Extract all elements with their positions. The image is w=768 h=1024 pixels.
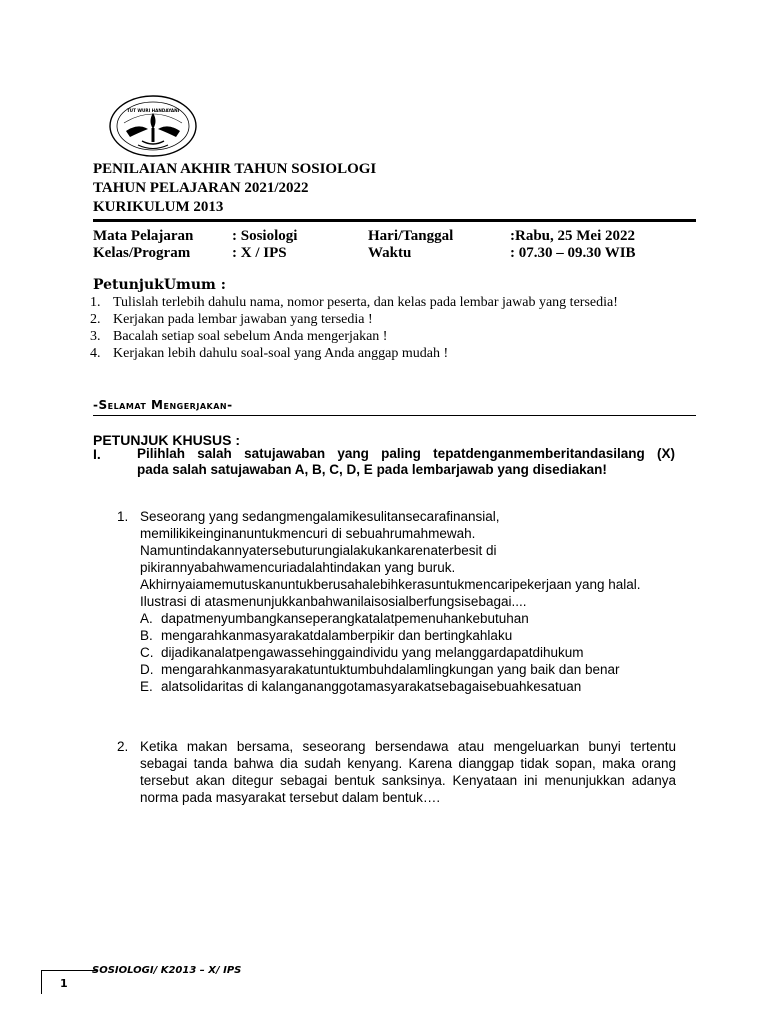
list-item (90, 328, 676, 345)
answer-option-a: A. dapatmenyumbangkanseperangkatalatpemenuhankebutuhan (140, 611, 529, 626)
good-luck-banner: -Selamat Mengerjakan- (93, 398, 233, 412)
list-item (90, 294, 676, 311)
list-item (90, 345, 676, 362)
time-value: : 07.30 – 09.30 WIB (510, 245, 636, 261)
special-instructions-text (137, 446, 675, 478)
page-number: 1 (60, 977, 68, 990)
header-divider (93, 219, 696, 222)
answer-option-c: C. dijadikanalatpengawassehinggaindividu yang melanggardapatdihukum (140, 645, 584, 660)
date-label: Hari/Tanggal (368, 228, 454, 244)
general-instructions-list (90, 294, 676, 362)
special-instructions-line-1: Pilihlah salah satujawaban yang paling tepatdenganmemberitandasilang (X) (137, 446, 675, 461)
general-instructions-heading: PetunjukUmum : (93, 277, 226, 293)
list-item-text: Bacalah setiap soal sebelum Anda mengerjakan ! (113, 329, 388, 344)
answer-option-b: B. mengarahkanmasyarakatdalamberpikir dan bertingkahlaku (140, 628, 513, 643)
class-value: : X / IPS (232, 245, 287, 261)
answer-option-e: E. alatsolidaritas di kalangananggotamasyarakatsebagaisebuahkesatuan (140, 679, 582, 694)
class-label: Kelas/Program (93, 245, 191, 261)
footer-page-box-top (41, 970, 97, 971)
question-line: memilikikeinginanuntukmencuri di sebuahrumahmewah. (140, 526, 476, 541)
title-line-2: TAHUN PELAJARAN 2021/2022 (93, 180, 309, 196)
section-divider (93, 415, 696, 416)
question-line: Namuntindakannyatersebuturungialakukankarenaterbesit di (140, 543, 497, 558)
title-line-3: KURIKULUM 2013 (93, 199, 224, 215)
footer-label: SOSIOLOGI/ K2013 – X/ IPS (92, 965, 242, 976)
logo-motto: TUT WURI HANDAYANI (126, 108, 180, 113)
tut-wuri-handayani-logo (108, 95, 198, 157)
special-instructions-heading: PETUNJUK KHUSUS : (93, 432, 241, 448)
subject-label: Mata Pelajaran (93, 228, 194, 244)
list-item-text: Kerjakan lebih dahulu soal-soal yang Anda anggap mudah ! (113, 346, 449, 361)
question-text (140, 508, 676, 695)
subject-value: : Sosiologi (232, 228, 298, 244)
time-label: Waktu (368, 245, 412, 261)
list-item-text: Tulislah terlebih dahulu nama, nomor peserta, dan kelas pada lembar jawab yang tersedia! (113, 295, 618, 310)
exam-title (93, 160, 376, 217)
question-number: 2. (117, 739, 129, 754)
question-text (140, 738, 676, 806)
list-item-number: 4. (90, 346, 101, 361)
question-number: 1. (117, 509, 129, 524)
question-line: tersebut akan ditegur sebagai bentuk sanksinya. Kenyataan ini menunjukkan adanya (140, 773, 676, 788)
list-item-number: 3. (90, 329, 101, 344)
section-number: I. (93, 446, 101, 462)
question-line: Ilustrasi di atasmenunjukkanbahwanilaisosialberfungsisebagai.... (140, 594, 527, 609)
title-line-1: PENILAIAN AKHIR TAHUN SOSIOLOGI (93, 161, 377, 177)
question-line: Ketika makan bersama, seseorang bersendawa atau mengeluarkan bunyi tertentu (140, 739, 676, 754)
list-item-number: 1. (90, 295, 101, 310)
list-item (90, 311, 676, 328)
answer-option-d: D. mengarahkanmasyarakatuntuktumbuhdalamlingkungan yang baik dan benar (140, 662, 620, 677)
special-instructions-line-2: pada salah satujawaban A, B, C, D, E pada lembarjawab yang disediakan! (137, 462, 607, 477)
footer-page-box-left (41, 970, 42, 994)
list-item-number: 2. (90, 312, 101, 327)
question-line: Seseorang yang sedangmengalamikesulitansecarafinansial, (140, 509, 500, 524)
question-line: norma pada masyarakat tersebut dalam bentuk…. (140, 790, 441, 805)
list-item-text: Kerjakan pada lembar jawaban yang tersedia ! (113, 312, 373, 327)
question-line: Akhirnyaiamemutuskanuntukberusahalebihkerasuntukmencaripekerjaan yang halal. (140, 577, 641, 592)
question-line: pikirannyabahwamencuriadalahtindakan yang buruk. (140, 560, 456, 575)
logo-emblem-icon (108, 95, 198, 157)
question-line: sebagai tanda bahwa dia sudah kenyang. Karena dianggap tidak sopan, maka orang (140, 756, 676, 771)
date-value: :Rabu, 25 Mei 2022 (510, 228, 635, 244)
